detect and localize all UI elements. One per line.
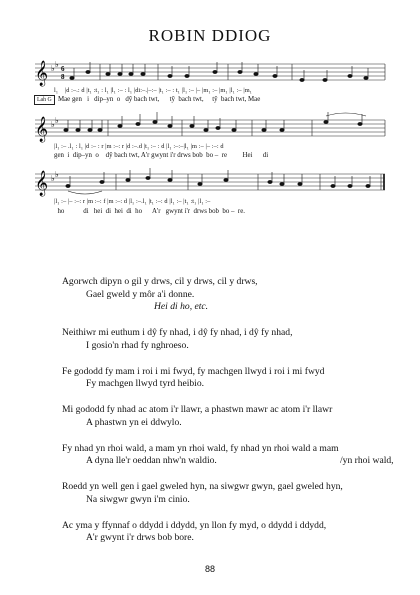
lyrics-row-3: ho di hei di hei di ho A'r gwynt i'r drws bob bo – re. [54,208,246,215]
verse-line: Gael gweld y môr a'i donne. [86,288,195,300]
verse-line: Na siwgwr gwyn i'm cinio. [86,493,190,505]
verses [62,276,392,558]
verse-4 [62,404,392,429]
page-number: 88 [204,564,215,574]
staff-svg [30,50,390,222]
flat-icon: ♭ [51,120,55,129]
staff-system-2 [35,120,385,136]
verse-line: Ac yma y ffynnaf o ddydd i ddydd, yn llon fy myd, o ddydd i ddydd, [62,519,327,531]
flat-icon: ♭ [55,116,59,125]
time-signature: 6 [61,65,65,73]
verse-line-text: A dyna lle'r oeddan nhw'n waldio. [86,455,217,467]
verse-refrain: Hei di ho, etc. [154,301,209,313]
lyrics-row-1: Mae gen i dip–yn o dŷ bach twt, tŷ bach twt, tŷ bach twt, Mae [58,96,261,103]
verse-line: A'r gwynt i'r drws bob bore. [86,532,194,544]
solfa-row-3: |l₁ :– |– :–: r |m :–: f |m :–: d |l₁ :–.l₁ |t₁ :–: d |l₁ :– |t₁ :t₁ |l₁ :– [54,198,211,205]
solfa-row-1: l₁ |d :–.: d |t₁ :t₁ : l₁ |l₁ :– : l₁ |di:–.|–:– |t₁ :– : t₁ |l₁ :– |– |m₁ :– |m₁ |l₁ :– |m₁ [54,87,253,94]
verse-line: Neithiwr mi euthum i dŷ fy nhad, i dŷ fy nhad, i dŷ fy nhad, [62,327,293,339]
key-label: Lah G [34,95,55,105]
flat-icon: ♭ [51,64,55,73]
verse-1 [62,276,392,314]
verse-line: Roedd yn well gen i gael gweled hyn, na siwgwr gwyn, gael gweled hyn, [62,481,343,493]
slur [326,113,366,116]
treble-clef-icon: 𝄞 [35,61,49,86]
treble-clef-icon: 𝄞 [35,171,49,196]
verse-6 [62,481,392,506]
music-notation [30,50,390,222]
flat-icon: ♭ [55,170,59,179]
lyrics-row-2: gen i dip–yn o dŷ bach twt, A'r gwynt i'r drws bob bo – re Hei di [54,152,269,159]
verse-line: A phastwn yn ei ddwylo. [86,416,182,428]
verse-line: Agorwch dipyn o gil y drws, cil y drws, cil y drws, [62,276,258,287]
song-title: ROBIN DDIOG [148,26,272,45]
verse-5 [62,443,392,468]
verse-tail: /yn rhoi wald, [340,455,394,467]
treble-clef-icon: 𝄞 [35,117,49,142]
time-signature: 8 [61,73,65,81]
verse-7 [62,520,392,545]
verse-line [62,455,392,468]
slur [68,191,102,194]
flat-icon: ♭ [51,174,55,183]
verse-line: I gosio'n rhad fy nghroeso. [86,339,189,351]
notes-system-2 [64,112,362,132]
solfa-row-2: |l₁ :– .l₁ : l₁ |d :– : r |m :–: r |d :–.d |t₁ :– : d |l₁ :–:–|l₁ |m :– |– :–: d [54,143,224,150]
verse-line: Mi gododd fy nhad ac atom i'r llawr, a phastwn mawr ac atom i'r llawr [62,404,333,416]
verse-line: Fy nhad yn rhoi wald, a mam yn rhoi wald, fy nhad yn rhoi wald a mam [62,442,339,454]
verse-line: Fe gododd fy mam i roi i mi fwyd, fy machgen llwyd i roi i mi fwyd [62,365,325,377]
verse-3 [62,366,392,391]
verse-line: Fy machgen llwyd tyrd heibio. [86,378,205,390]
flat-icon: ♭ [55,60,59,69]
verse-2 [62,327,392,352]
